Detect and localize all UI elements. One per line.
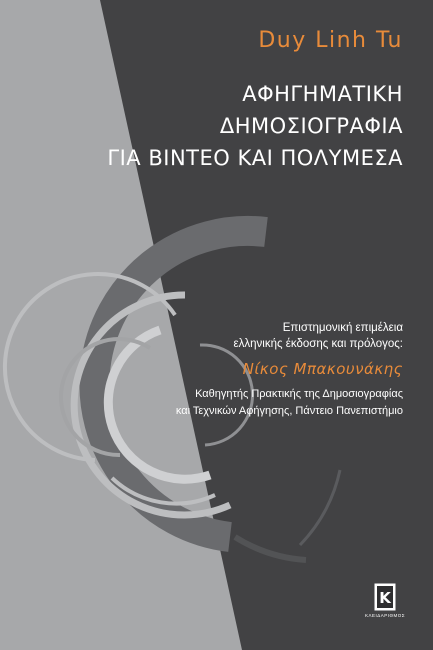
key-logo-icon [373,583,397,611]
arc-fragment-right [300,470,340,545]
arc-outer-inner-edge [235,537,306,560]
title-line-1: ΑΦΗΓΗΜΑΤΙΚΗ [242,82,403,106]
editor-credits [176,320,403,420]
editor-label-line-1: Επιστημονική επιμέλεια [282,322,403,334]
logo-letter: K [379,589,391,607]
editor-role-line-1: Καθηγητής Πρακτικής της Δημοσιογραφίας [195,388,403,400]
title-line-2: ΔΗΜΟΣΙΟΓΡΑΦΙΑ [219,114,403,138]
publisher-logo [365,583,405,618]
editor-name: Νίκος Μπακουνάκης [242,360,403,378]
book-title [107,78,403,174]
editor-role-line-2: και Τεχνικών Αφήγησης, Πάντειο Πανεπιστήμιο [175,405,403,417]
title-line-3: ΓΙΑ ΒΙΝΤΕΟ ΚΑΙ ΠΟΛΥΜΕΣΑ [107,146,403,170]
publisher-name: ΚΛΕΙΔΑΡΙΘΜΟΣ [365,613,406,618]
author-name: Duy Linh Tu [258,28,403,53]
editor-label-line-2: ελληνικής έκδοσης και πρόλογος: [233,338,403,350]
